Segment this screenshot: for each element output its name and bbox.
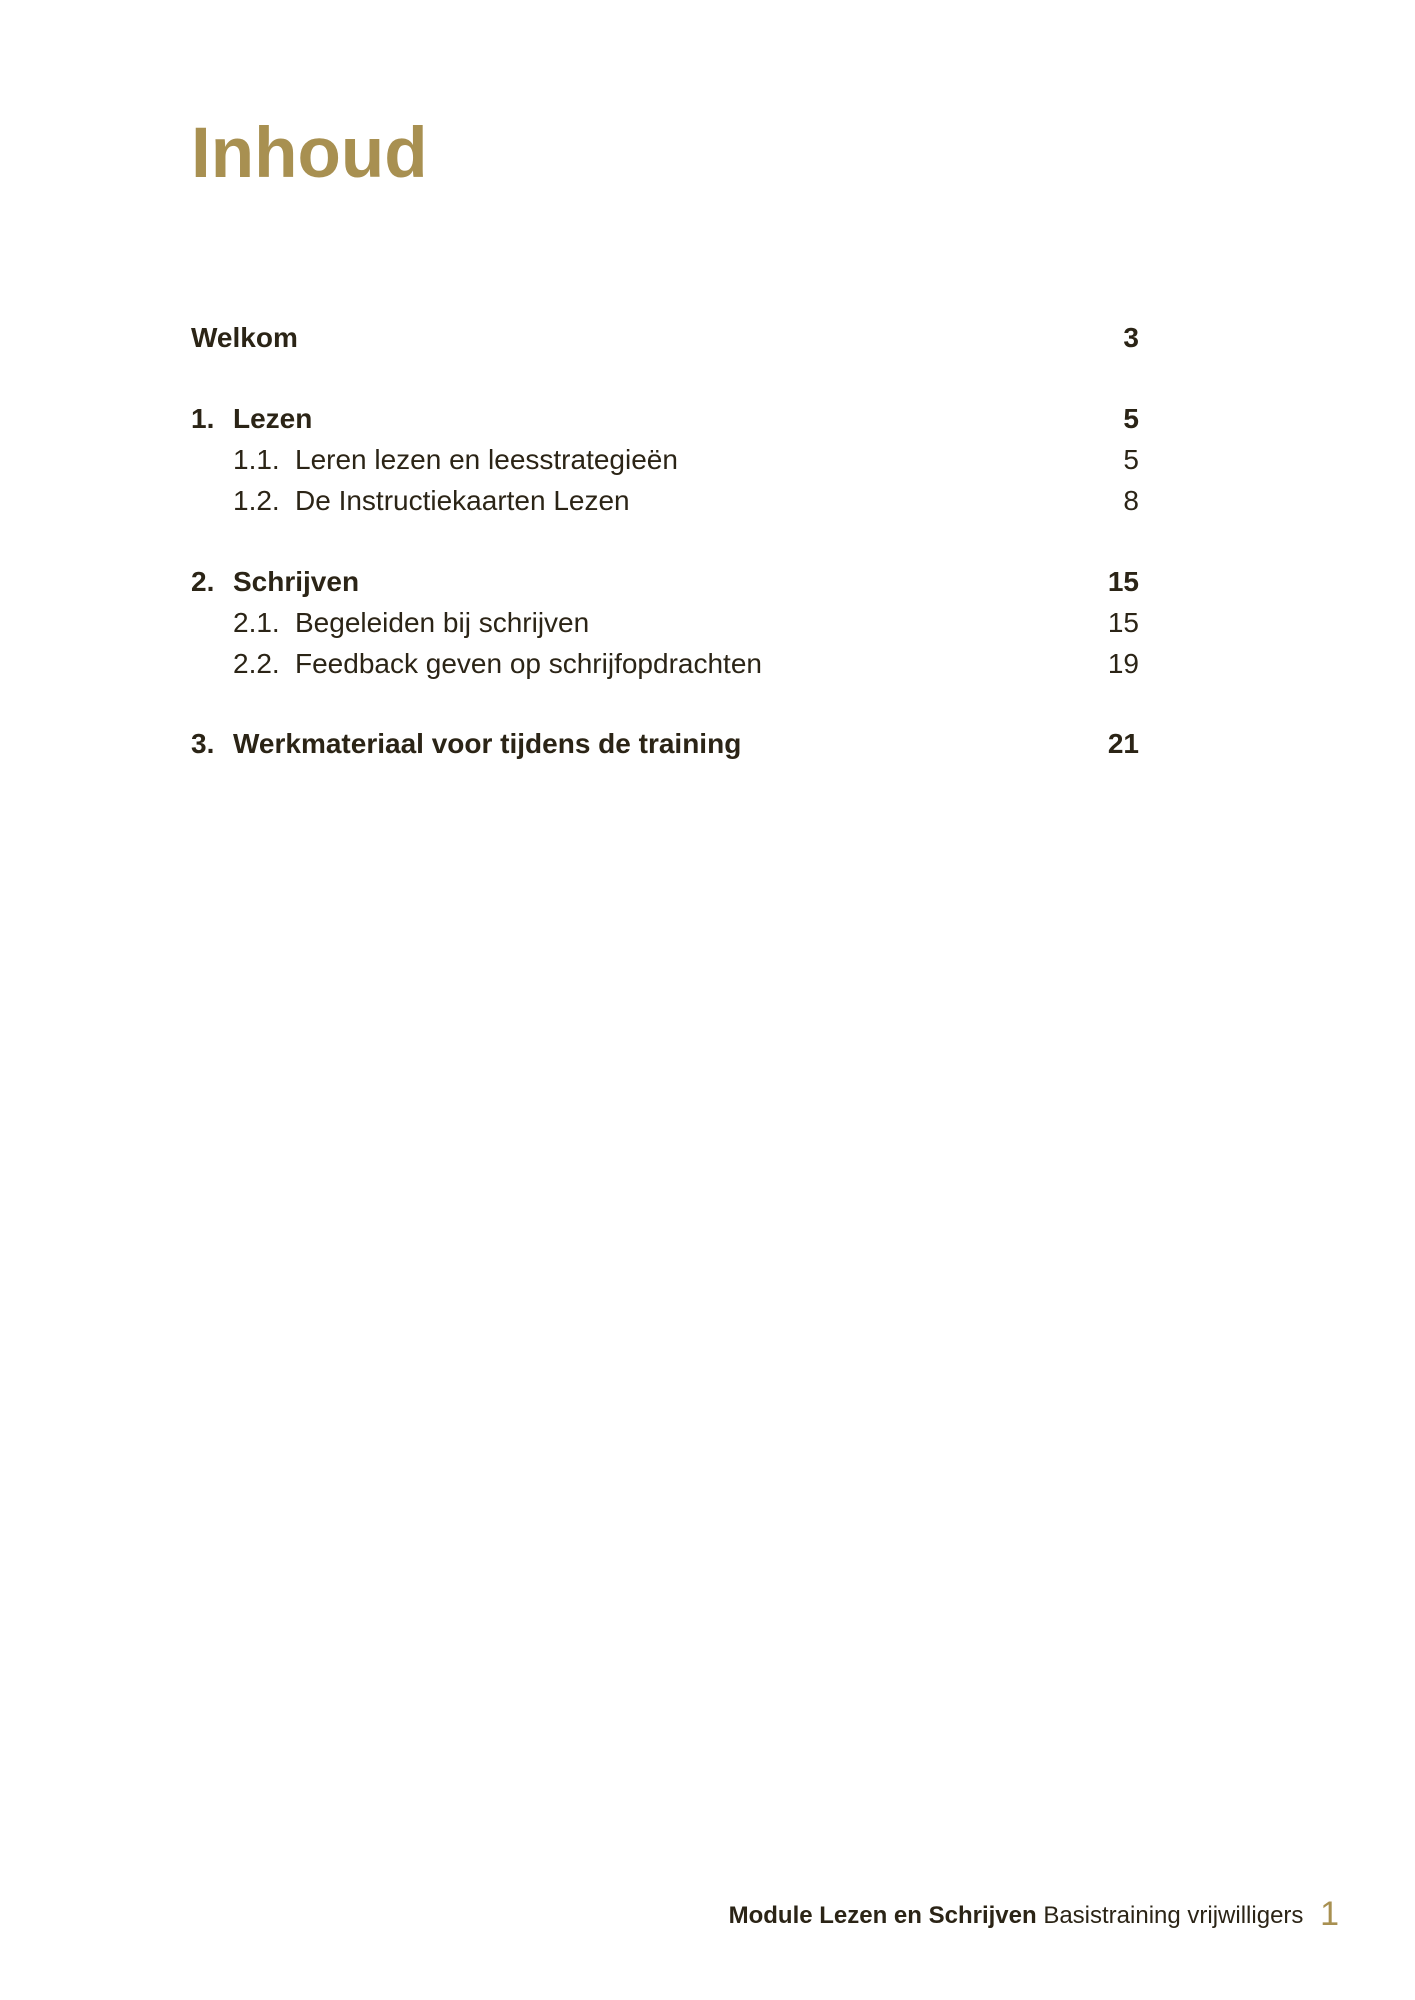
- toc-entry-label: Leren lezen en leesstrategieën: [295, 444, 678, 475]
- toc-entry-page: 15: [1107, 607, 1139, 638]
- toc-entry-number: 1.1.: [233, 444, 280, 475]
- footer-subtitle: Basistraining vrijwilligers: [1043, 1902, 1304, 1929]
- page-number: 1: [1320, 1895, 1339, 1933]
- toc-entry-page: 8: [1123, 485, 1139, 516]
- toc-entry-page: 19: [1107, 648, 1139, 679]
- toc-entry-label: De Instructiekaarten Lezen: [295, 485, 630, 516]
- toc-entry-label: Welkom: [191, 322, 298, 353]
- toc-entry-section-1-2[interactable]: [191, 481, 1139, 521]
- toc-entry-chapter-3[interactable]: [191, 724, 1139, 764]
- toc-entry-number: 2.2.: [233, 648, 280, 679]
- toc-entry-chapter-1[interactable]: [191, 399, 1139, 439]
- toc-entry-label: Werkmateriaal voor tijdens de training: [233, 728, 742, 759]
- footer-module-title: Module Lezen en Schrijven: [728, 1902, 1037, 1929]
- toc-entry-page: 5: [1123, 444, 1139, 475]
- toc-entry-section-2-1[interactable]: [191, 603, 1139, 643]
- toc-entry-page: 3: [1123, 322, 1139, 353]
- page-footer: [729, 1894, 1339, 1934]
- toc-entry-page: 21: [1107, 728, 1139, 759]
- toc-entry-label: Lezen: [233, 403, 313, 434]
- toc-entry-number: 2.: [191, 566, 215, 597]
- toc-entry-section-2-2[interactable]: [191, 644, 1139, 684]
- toc-entry-chapter-2[interactable]: [191, 562, 1139, 602]
- toc-entry-welkom[interactable]: [191, 318, 1139, 358]
- toc-entry-number: 1.2.: [233, 485, 280, 516]
- toc-entry-label: Feedback geven op schrijfopdrachten: [295, 648, 762, 679]
- toc-entry-label: Schrijven: [233, 566, 360, 597]
- toc-entry-number: 3.: [191, 728, 215, 759]
- page-title: Inhoud: [191, 114, 428, 193]
- toc-entry-section-1-1[interactable]: [191, 440, 1139, 480]
- toc-entry-number: 2.1.: [233, 607, 280, 638]
- toc-entry-page: 15: [1107, 566, 1139, 597]
- toc-entry-number: 1.: [191, 403, 215, 434]
- toc-entry-label: Begeleiden bij schrijven: [295, 607, 590, 638]
- toc-entry-page: 5: [1123, 403, 1139, 434]
